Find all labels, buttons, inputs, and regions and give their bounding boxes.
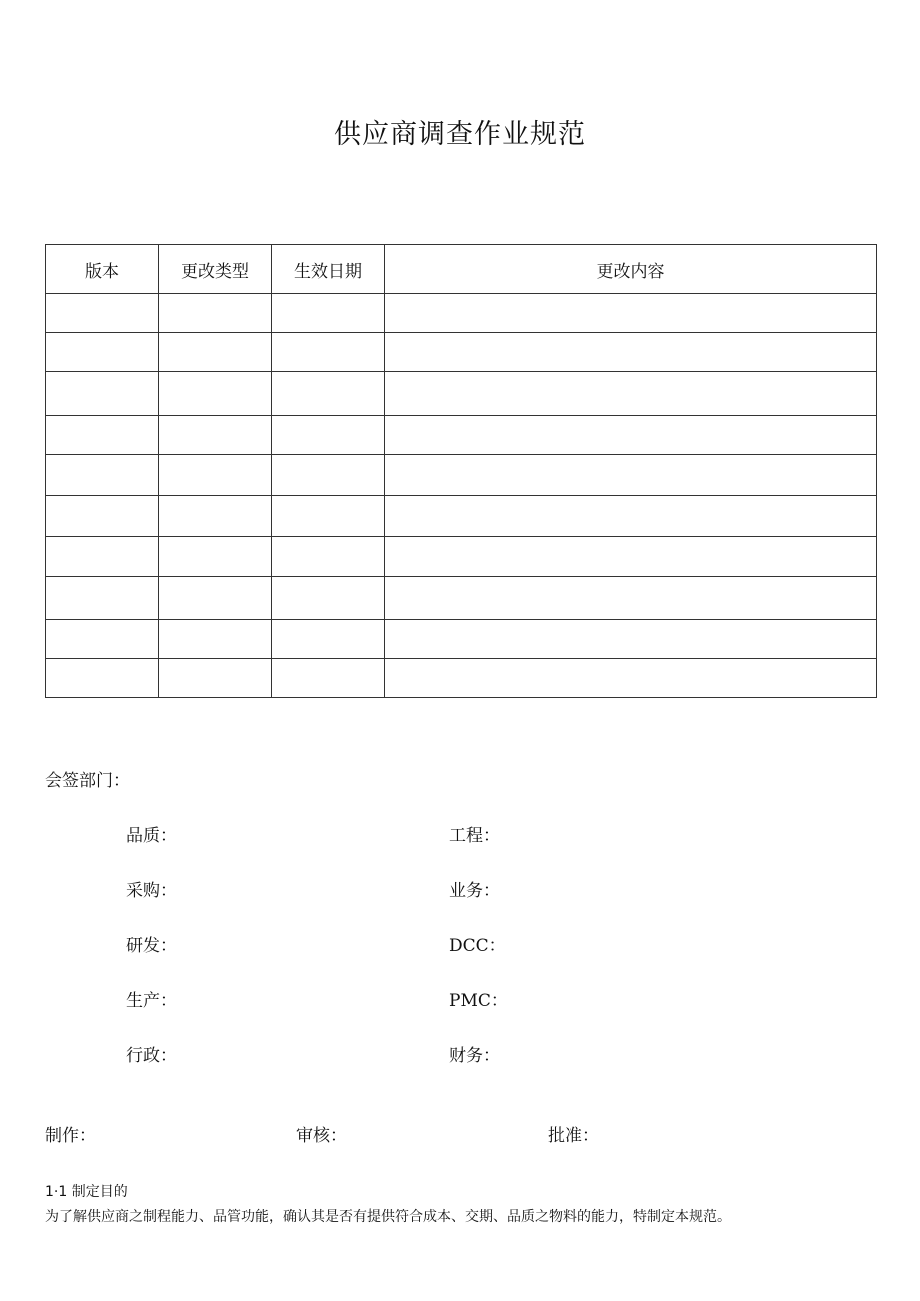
header-change-type: 更改类型: [159, 245, 272, 294]
table-row: [46, 416, 877, 455]
dept-dcc: DCC：: [449, 936, 506, 956]
section-heading: 1·1 制定目的: [45, 1184, 128, 1200]
table-row: [46, 294, 877, 333]
revision-header-row: [46, 245, 877, 294]
header-effective-date: 生效日期: [272, 245, 385, 294]
table-row: [46, 577, 877, 620]
dept-admin: 行政：: [126, 1046, 177, 1066]
revision-table: [45, 244, 877, 698]
approved-by-label: 批准：: [548, 1126, 599, 1146]
header-version: 版本: [46, 245, 159, 294]
countersign-label: 会签部门：: [45, 771, 130, 791]
section-body: 为了解供应商之制程能力、品管功能，确认其是否有提供符合成本、交期、品质之物料的能力，特制定本规范。: [45, 1209, 731, 1225]
reviewed-by-label: 审核：: [296, 1126, 347, 1146]
document-title: 供应商调查作业规范: [334, 119, 586, 150]
table-row: [46, 620, 877, 659]
table-row: [46, 496, 877, 537]
table-row: [46, 372, 877, 416]
dept-purchasing: 采购：: [126, 881, 177, 901]
prepared-by-label: 制作：: [45, 1126, 96, 1146]
header-change-content: 更改内容: [385, 245, 877, 294]
dept-production: 生产：: [126, 991, 177, 1011]
table-row: [46, 537, 877, 577]
table-row: [46, 659, 877, 698]
table-row: [46, 455, 877, 496]
dept-rnd: 研发：: [126, 936, 177, 956]
dept-pmc: PMC：: [449, 991, 508, 1011]
dept-quality: 品质：: [126, 826, 177, 846]
dept-sales: 业务：: [449, 881, 500, 901]
dept-finance: 财务：: [449, 1046, 500, 1066]
table-row: [46, 333, 877, 372]
dept-engineering: 工程：: [449, 826, 500, 846]
